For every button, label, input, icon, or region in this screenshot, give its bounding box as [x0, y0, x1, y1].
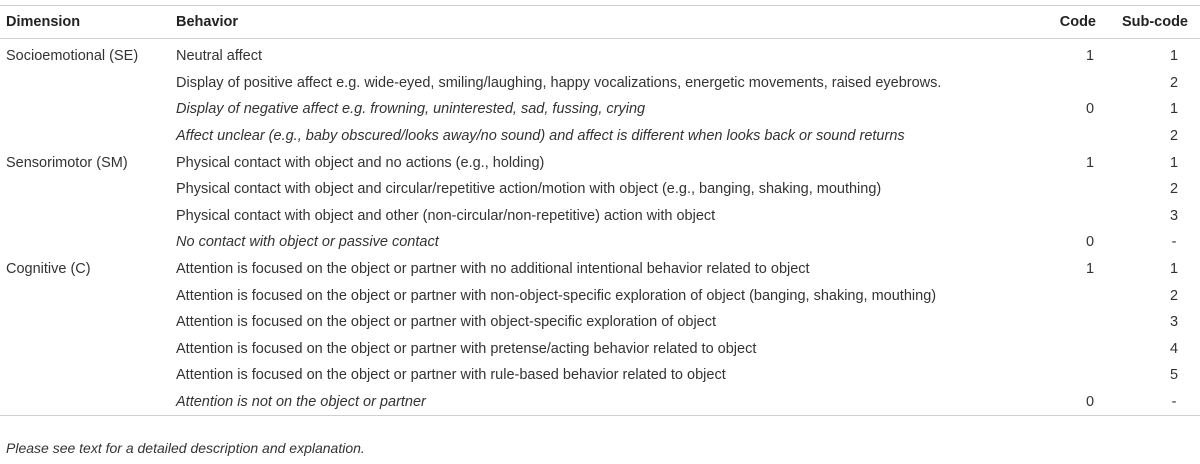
subcode-cell: 1 [1169, 101, 1179, 118]
table-row [0, 96, 1200, 123]
dimension-cell [0, 389, 170, 416]
table-row [0, 39, 1200, 70]
subcode-cell: 2 [1169, 287, 1179, 304]
code-cell: 1 [1085, 261, 1095, 278]
table-bottom-rule [0, 415, 1200, 416]
code-cell: 0 [1085, 234, 1095, 251]
subcode-cell: 4 [1169, 340, 1179, 357]
code-cell [1040, 123, 1110, 150]
behavior-cell: Neutral affect [176, 48, 262, 65]
header-row [0, 6, 1200, 39]
subcode-cell: 1 [1169, 154, 1179, 171]
table-row [0, 336, 1200, 363]
table-row [0, 256, 1200, 283]
code-cell [1040, 362, 1110, 389]
code-cell [1040, 70, 1110, 97]
table-body [0, 39, 1200, 416]
table-footnote: Please see text for a detailed description and explanation. [6, 440, 365, 456]
dimension-cell [0, 70, 170, 97]
behavior-cell: Attention is focused on the object or partner with pretense/acting behavior related to object [176, 340, 757, 357]
behavior-cell: Physical contact with object and no actions (e.g., holding) [176, 154, 545, 171]
table-row [0, 123, 1200, 150]
behavior-cell: Display of positive affect e.g. wide-eyed, smiling/laughing, happy vocalizations, energetic movements, raised eyebrows. [176, 74, 942, 91]
code-cell [1040, 336, 1110, 363]
table-row [0, 149, 1200, 176]
dimension-cell [0, 96, 170, 123]
behavior-cell: Attention is focused on the object or partner with rule-based behavior related to object [176, 367, 726, 384]
subcode-cell: 1 [1169, 48, 1179, 65]
table-row [0, 203, 1200, 230]
behavior-cell: No contact with object or passive contact [176, 234, 439, 251]
behavior-cell: Attention is focused on the object or partner with no additional intentional behavior related to object [176, 261, 810, 278]
code-cell: 0 [1085, 394, 1095, 411]
header-dimension: Dimension [6, 14, 81, 30]
code-cell [1040, 309, 1110, 336]
dimension-cell [0, 336, 170, 363]
dimension-cell [0, 309, 170, 336]
header-behavior: Behavior [176, 14, 239, 30]
subcode-cell: 2 [1169, 181, 1179, 198]
coding-scheme-table [0, 5, 1200, 415]
dimension-cell: Cognitive (C) [6, 261, 91, 278]
subcode-cell: - [1171, 234, 1177, 251]
subcode-cell: 3 [1169, 207, 1179, 224]
code-cell: 1 [1085, 48, 1095, 65]
table-row [0, 362, 1200, 389]
subcode-cell: 5 [1169, 367, 1179, 384]
dimension-cell [0, 203, 170, 230]
behavior-cell: Attention is focused on the object or partner with non-object-specific exploration of object (banging, shaking, mouthing) [176, 287, 937, 304]
subcode-cell: 3 [1169, 314, 1179, 331]
table-row [0, 309, 1200, 336]
behavior-cell: Attention is focused on the object or partner with object-specific exploration of object [176, 314, 717, 331]
table-row [0, 229, 1200, 256]
subcode-cell: 2 [1169, 74, 1179, 91]
behavior-cell: Attention is not on the object or partner [176, 394, 426, 411]
code-cell [1040, 176, 1110, 203]
code-cell [1040, 282, 1110, 309]
subcode-cell: 1 [1169, 261, 1179, 278]
code-cell: 1 [1085, 154, 1095, 171]
dimension-cell: Socioemotional (SE) [6, 48, 139, 65]
dimension-cell [0, 123, 170, 150]
behavior-cell: Affect unclear (e.g., baby obscured/looks away/no sound) and affect is different when looks back or sound returns [176, 128, 905, 145]
dimension-cell: Sensorimotor (SM) [6, 154, 128, 171]
coding-table-container [0, 5, 1200, 416]
dimension-cell [0, 176, 170, 203]
subcode-cell: - [1171, 394, 1177, 411]
behavior-cell: Physical contact with object and circular/repetitive action/motion with object (e.g., banging, shaking, mouthing) [176, 181, 882, 198]
code-cell [1040, 203, 1110, 230]
behavior-cell: Physical contact with object and other (non-circular/non-repetitive) action with object [176, 207, 716, 224]
table-row [0, 176, 1200, 203]
dimension-cell [0, 282, 170, 309]
behavior-cell: Display of negative affect e.g. frowning, uninterested, sad, fussing, crying [176, 101, 646, 118]
header-subcode: Sub-code [1121, 14, 1188, 30]
subcode-cell: 2 [1169, 128, 1179, 145]
code-cell: 0 [1085, 101, 1095, 118]
table-row [0, 70, 1200, 97]
table-header [0, 6, 1200, 39]
table-row [0, 282, 1200, 309]
header-code: Code [1059, 14, 1096, 30]
dimension-cell [0, 362, 170, 389]
dimension-cell [0, 229, 170, 256]
table-row [0, 389, 1200, 416]
